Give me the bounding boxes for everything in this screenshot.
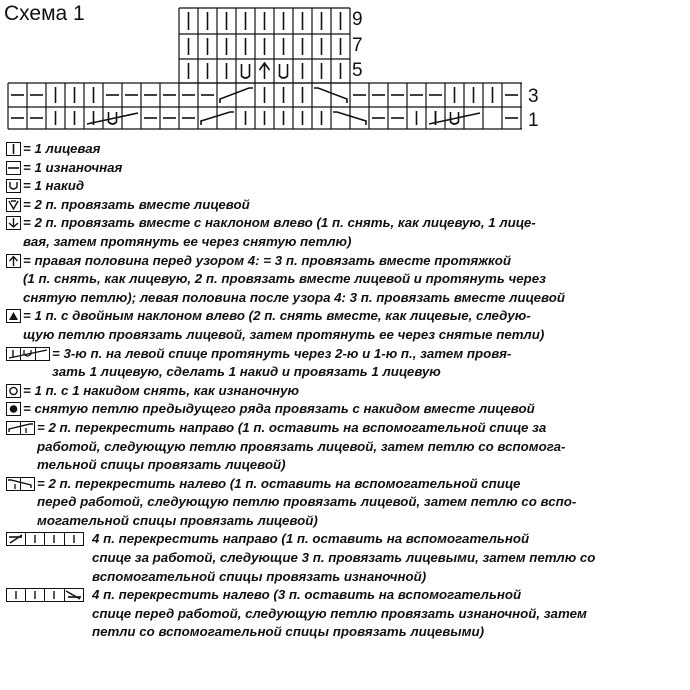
- legend-line: = 1 п. с 1 накидом снять, как изнаночную: [23, 382, 299, 398]
- legend-line: 4 п. перекрестить налево (3 п. оставить на вспомогательной: [92, 587, 522, 603]
- legend-line: 4 п. перекрестить направо (1 п. оставить на вспомогательной: [92, 531, 530, 547]
- legend-item-cross-right-4: [6, 530, 686, 586]
- legend-line: могательной спицы провязать лицевой): [37, 512, 318, 528]
- row-number-3: 3: [528, 86, 539, 107]
- legend-line: вая, затем протянуть ее через снятую петлю): [23, 233, 352, 249]
- chart-title: Схема 1: [4, 2, 85, 25]
- up-arrow-symbol-icon: [6, 254, 21, 268]
- row-number-5: 5: [352, 60, 363, 81]
- legend-line: спице перед работой, следующую петлю провязать изнаночной, затем: [92, 605, 587, 621]
- legend-line: = 3-ю п. на левой спице протянуть через 2-ю и 1-ю п., затем провя-: [52, 345, 512, 361]
- legend-line: = 1 п. с двойным наклоном влево (2 п. снять вместе, как лицевые, следую-: [23, 308, 531, 324]
- legend-line: = 2 п. перекрестить направо (1 п. оставить на вспомогательной спице за: [37, 419, 547, 435]
- row-number-1: 1: [528, 110, 539, 131]
- knitting-chart: [0, 0, 690, 140]
- legend-line: зать 1 лицевую, сделать 1 накид и провязать 1 лицевую: [52, 364, 441, 380]
- legend-item-three-st: [6, 345, 686, 382]
- legend-item-knit: [6, 140, 686, 159]
- legend-line: работой, следующую петлю провязать лицевой, затем петлю со вспомога-: [37, 438, 566, 454]
- legend-item-yarn-over: [6, 177, 686, 196]
- legend-line: = 1 изнаночная: [23, 159, 123, 175]
- legend-text: [92, 586, 686, 642]
- yarn-over-symbol-icon: [6, 179, 21, 193]
- legend-line: снятую петлю); левая половина после узора 4: 3 п. провязать вместе лицевой: [23, 289, 565, 305]
- cross-right-2-symbol-icon: [6, 421, 35, 435]
- k2tog-symbol-icon: [6, 198, 21, 212]
- purl-symbol-icon: [6, 161, 21, 175]
- legend-text: [37, 419, 686, 475]
- legend-item-cross-right-2: [6, 419, 686, 475]
- dot-symbol-icon: [6, 402, 21, 416]
- legend-line: спице за работой, следующие 3 п. провязать лицевыми, затем петлю со: [92, 550, 596, 566]
- yarn-over-mark: [280, 64, 288, 78]
- legend-text: [23, 196, 686, 215]
- legend-item-slip: [6, 382, 686, 401]
- yarn-over-mark: [242, 64, 250, 78]
- legend-item-purl: [6, 159, 686, 178]
- legend-line: (1 п. снять, как лицевую, 2 п. провязать вместе лицевой и протянуть через: [23, 271, 546, 287]
- legend-text: [23, 140, 686, 159]
- cross-right-4-symbol-icon: [6, 532, 84, 546]
- chart-cells: [11, 12, 518, 125]
- legend-item-dot: [6, 400, 686, 419]
- legend-line: вспомогательной спицы провязать изнаночной): [92, 568, 427, 584]
- legend-line: = снятую петлю предыдущего ряда провязать с накидом вместе лицевой: [23, 401, 535, 417]
- three-st-mark: [87, 113, 138, 124]
- legend-text: [37, 475, 686, 531]
- legend-item-cross-left-4: [6, 586, 686, 642]
- legend-item-double-dec: [6, 307, 686, 344]
- knit-symbol-icon: [6, 142, 21, 156]
- cross-left-4-symbol-icon: [6, 588, 84, 602]
- legend-text: [23, 307, 686, 344]
- legend-item-k2tog: [6, 196, 686, 215]
- legend-text: [23, 214, 686, 251]
- legend-text: [23, 177, 686, 196]
- legend-line: щую петлю провязать лицевой, затем протянуть ее через снятые петли): [23, 326, 545, 342]
- row-number-9: 9: [352, 9, 363, 30]
- legend-text: [23, 400, 686, 419]
- legend-line: петли со вспомогательной спицы провязать лицевыми): [92, 624, 484, 640]
- legend-item-k3tog-arrow: [6, 252, 686, 308]
- triangle-symbol-icon: [6, 309, 21, 323]
- legend-text: [23, 382, 686, 401]
- legend-item-k2tog-left: [6, 214, 686, 251]
- legend: [6, 140, 686, 642]
- legend-line: = правая половина перед узором 4: = 3 п. провязать вместе протяжкой: [23, 252, 512, 268]
- circle-symbol-icon: [6, 384, 21, 398]
- legend-line: = 2 п. провязать вместе с наклоном влево (1 п. снять, как лицевую, 1 лице-: [23, 215, 536, 231]
- legend-line: = 2 п. провязать вместе лицевой: [23, 196, 250, 212]
- cross-left-2-symbol-icon: [6, 477, 35, 491]
- legend-item-cross-left-2: [6, 475, 686, 531]
- three-st-mark: [429, 113, 480, 124]
- row-number-7: 7: [352, 35, 363, 56]
- legend-text: [92, 530, 686, 586]
- legend-line: = 1 лицевая: [23, 141, 101, 156]
- legend-text: [23, 252, 686, 308]
- legend-line: перед работой, следующую петлю провязать лицевой, затем петлю со вспо-: [37, 494, 577, 510]
- legend-line: = 2 п. перекрестить налево (1 п. оставить на вспомогательной спице: [37, 475, 521, 491]
- legend-line: тельной спицы провязать лицевой): [37, 457, 286, 473]
- three-stitch-symbol-icon: [6, 347, 50, 361]
- legend-text: [52, 345, 686, 382]
- legend-text: [23, 159, 686, 178]
- ssk-symbol-icon: [6, 216, 21, 230]
- legend-line: = 1 накид: [23, 178, 85, 194]
